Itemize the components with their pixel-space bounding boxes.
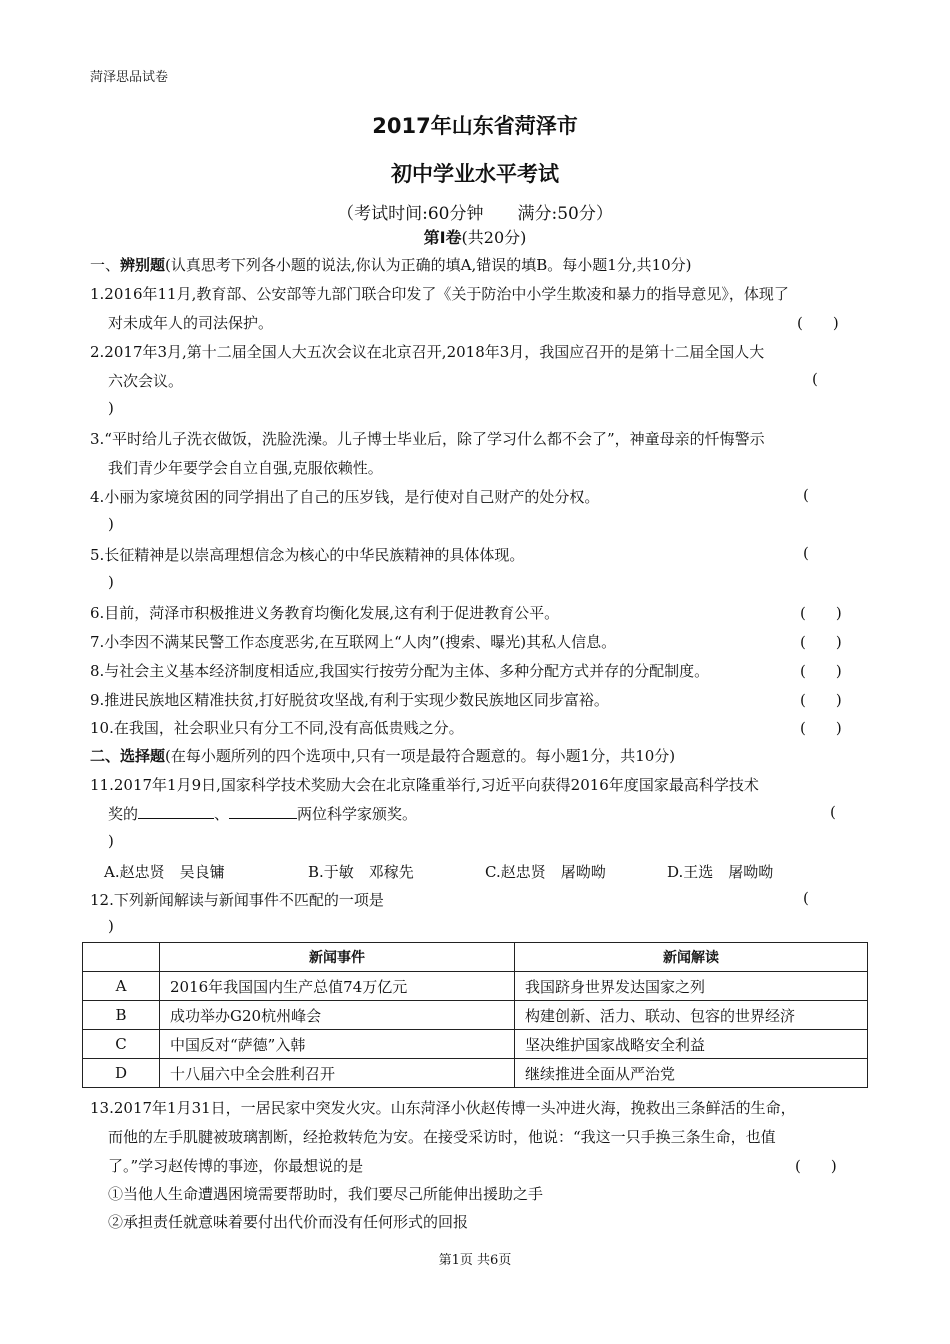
question-13-answer-paren: ( ) <box>795 1157 837 1175</box>
question-12-paren-close: ) <box>108 917 114 935</box>
question-8-answer-paren: ( ) <box>800 662 842 680</box>
question-5-line1: 5.长征精神是以崇高理想信念为核心的中华民族精神的具体体现。 <box>90 546 525 564</box>
section-1-name: 辨别题 <box>120 256 166 274</box>
question-13-line3: 了。”学习赵传博的事迹，你最想说的是 <box>108 1157 364 1175</box>
table-row-interpretation: 构建创新、活力、联动、包容的世界经济 <box>515 1001 868 1030</box>
table-row-interpretation: 我国跻身世界发达国家之列 <box>515 972 868 1001</box>
news-table-header-event: 新闻事件 <box>160 943 515 972</box>
question-11-text-a: 奖的 <box>108 805 139 823</box>
question-11-line1: 11.2017年1月9日,国家科学技术奖励大会在北京隆重举行,习近平向获得2016年度国家最高科学技术 <box>90 776 759 794</box>
question-3-line2: 我们青少年要学会自立自强,克服依赖性。 <box>108 459 383 477</box>
question-11-option-a: A.赵忠贤 吴良镛 <box>104 863 225 881</box>
question-12-paren-open: ( <box>803 889 809 907</box>
table-row <box>83 1059 868 1088</box>
question-11-option-d: D.王选 屠呦呦 <box>667 863 774 881</box>
exam-title-line2: 初中学业水平考试 <box>391 162 559 186</box>
section-2-heading <box>90 745 675 766</box>
question-13-line1: 13.2017年1月31日，一居民家中突发火灾。山东菏泽小伙赵传博一头冲进火海，挽救出三条鲜活的生命， <box>90 1099 796 1117</box>
part-heading <box>0 225 950 248</box>
question-12-line1: 12.下列新闻解读与新闻事件不匹配的一项是 <box>90 891 384 909</box>
question-11-line2 <box>108 803 417 824</box>
question-7-answer-paren: ( ) <box>800 633 842 651</box>
question-1-answer-paren: ( ) <box>797 314 839 332</box>
question-11-option-b: B.于敏 邓稼先 <box>308 863 414 881</box>
question-10-answer-paren: ( ) <box>800 719 842 737</box>
question-10: 10.在我国，社会职业只有分工不同,没有高低贵贱之分。 <box>90 719 464 737</box>
question-13-line2: 而他的左手肌腱被玻璃割断，经抢救转危为安。在接受采访时，他说：“我这一只手换三条生命，也值 <box>108 1128 776 1146</box>
question-11-separator: 、 <box>214 805 230 823</box>
question-6: 6.目前，菏泽市积极推进义务教育均衡化发展,这有利于促进教育公平。 <box>90 604 560 622</box>
question-2-line1: 2.2017年3月,第十二届全国人大五次会议在北京召开,2018年3月，我国应召开的是第十二届全国人大 <box>90 343 765 361</box>
table-row-event: 十八届六中全会胜利召开 <box>160 1059 515 1088</box>
question-13-item-1: ①当他人生命遭遇困境需要帮助时，我们要尽己所能伸出援助之手 <box>108 1185 544 1203</box>
exam-title-line1: 2017年山东省菏泽市 <box>372 114 578 138</box>
question-6-answer-paren: ( ) <box>800 604 842 622</box>
table-row-event: 成功举办G20杭州峰会 <box>160 1001 515 1030</box>
question-2-paren-close: ) <box>108 399 114 417</box>
question-2-paren-open: ( <box>812 370 818 388</box>
question-11-paren-open: ( <box>830 803 836 821</box>
question-11-text-b: 两位科学家颁奖。 <box>297 805 418 823</box>
table-row-event: 2016年我国国内生产总值74万亿元 <box>160 972 515 1001</box>
question-13-item-2: ②承担责任就意味着要付出代价而没有任何形式的回报 <box>108 1213 469 1231</box>
part-score: (共20分) <box>461 228 527 247</box>
table-row-interpretation: 继续推进全面从严治党 <box>515 1059 868 1088</box>
question-3-line1: 3.“平时给儿子洗衣做饭，洗脸洗澡。儿子博士毕业后，除了学习什么都不会了”，神童母亲的忏悔警示 <box>90 430 765 448</box>
news-table-header-row <box>83 943 868 972</box>
table-row <box>83 1030 868 1059</box>
section-1-instruction: (认真思考下列各小题的说法,你认为正确的填A,错误的填B。每小题1分,共10分) <box>165 256 692 274</box>
table-row-letter: B <box>83 1001 160 1030</box>
section-2-number: 二、 <box>90 747 121 765</box>
table-row <box>83 972 868 1001</box>
exam-time-score: （考试时间:60分钟 满分:50分） <box>337 204 613 224</box>
question-4-paren-open: ( <box>803 486 809 504</box>
question-7: 7.小李因不满某民警工作态度恶劣,在互联网上“人肉”(搜索、曝光)其私人信息。 <box>90 633 617 651</box>
page-footer: 第1页 共6页 <box>438 1253 512 1268</box>
question-1-line1: 1.2016年11月,教育部、公安部等九部门联合印发了《关于防治中小学生欺凌和暴力的指导意见》，体现了 <box>90 285 789 303</box>
question-9-answer-paren: ( ) <box>800 691 842 709</box>
question-11-paren-close: ) <box>108 832 114 850</box>
question-11-option-c: C.赵忠贤 屠呦呦 <box>485 863 606 881</box>
question-4-line1: 4.小丽为家境贫困的同学捐出了自己的压岁钱，是行使对自己财产的处分权。 <box>90 488 600 506</box>
section-1-number: 一、 <box>90 256 121 274</box>
news-table <box>82 942 868 1088</box>
page-header: 菏泽思品试卷 <box>90 70 169 85</box>
question-11-blank-1 <box>138 804 214 819</box>
section-1-heading <box>90 254 692 275</box>
question-5-paren-open: ( <box>803 544 809 562</box>
question-5-paren-close: ) <box>108 573 114 591</box>
question-1-line2: 对未成年人的司法保护。 <box>108 314 274 332</box>
table-row-interpretation: 坚决维护国家战略安全利益 <box>515 1030 868 1059</box>
table-row-letter: D <box>83 1059 160 1088</box>
table-row-letter: A <box>83 972 160 1001</box>
question-9: 9.推进民族地区精准扶贫,打好脱贫攻坚战,有利于实现少数民族地区同步富裕。 <box>90 691 609 709</box>
table-row-event: 中国反对“萨德”入韩 <box>160 1030 515 1059</box>
table-row-letter: C <box>83 1030 160 1059</box>
news-table-header-interpretation: 新闻解读 <box>515 943 868 972</box>
part-label: 第Ⅰ卷 <box>423 228 462 247</box>
question-8: 8.与社会主义基本经济制度相适应,我国实行按劳分配为主体、多种分配方式并存的分配制度。 <box>90 662 710 680</box>
question-2-line2: 六次会议。 <box>108 372 184 390</box>
news-table-header-blank <box>83 943 160 972</box>
section-2-instruction: (在每小题所列的四个选项中,只有一项是最符合题意的。每小题1分，共10分) <box>165 747 676 765</box>
section-2-name: 选择题 <box>120 747 166 765</box>
question-4-paren-close: ) <box>108 515 114 533</box>
table-row <box>83 1001 868 1030</box>
question-11-blank-2 <box>229 804 297 819</box>
